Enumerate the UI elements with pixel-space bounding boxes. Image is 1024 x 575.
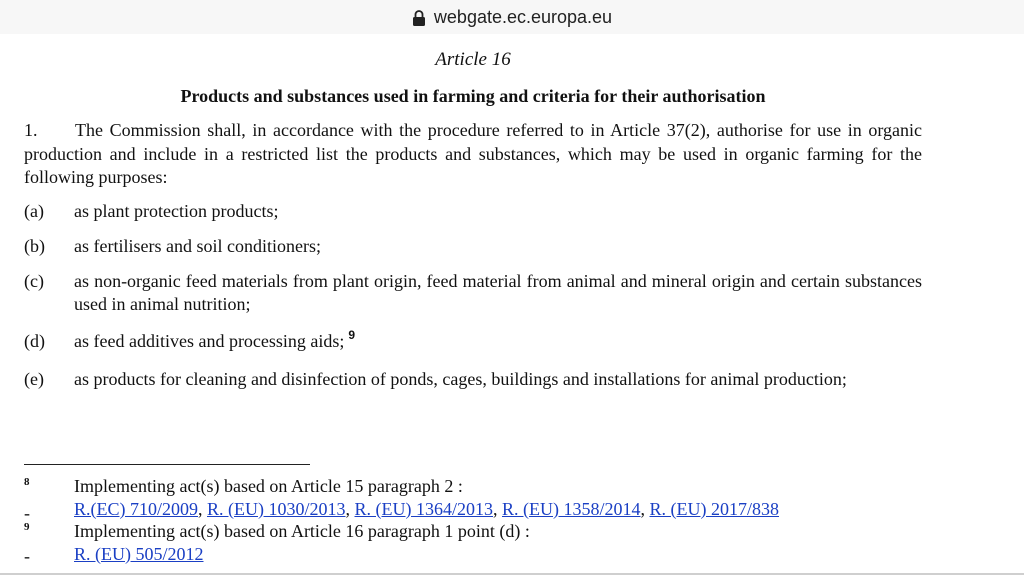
list-item-text: as non-organic feed materials from plant origin, feed material from animal and mineral origin and certain substances used in animal nutrition; [74,271,922,314]
regulation-link[interactable]: R. (EU) 505/2012 [74,544,204,564]
link-separator: , [640,499,650,519]
footnote-link-list [74,498,924,520]
article-heading: Products and substances used in farming and criteria for their authorisation [180,86,766,106]
footnote-9-links [24,543,924,565]
list-item-text: as fertilisers and soil conditioners; [74,236,321,256]
footnote-8 [24,475,924,497]
footnote-dash: - [24,503,30,523]
paragraph-number: 1. [24,120,38,140]
cut-off-text-line [0,34,1024,40]
list-item-text-wrap [74,330,922,355]
regulation-link[interactable]: R. (EU) 1358/2014 [502,499,641,519]
list-item-c [24,270,922,316]
footnote-8-links [24,498,924,523]
link-separator: , [493,499,502,519]
address-bar[interactable] [0,0,1024,34]
list-item-text: as plant protection products; [74,201,279,221]
list-item-label: (d) [24,331,45,351]
list-item-label: (c) [24,271,44,291]
link-separator: , [198,499,207,519]
footnote-text: Implementing act(s) based on Article 15 paragraph 2 : [74,476,463,496]
footnote-mark: 9 [24,521,30,533]
paragraph-1 [24,119,922,190]
list-item-label: (e) [24,369,44,389]
link-separator: , [345,499,355,519]
footnote-text: Implementing act(s) based on Article 16 paragraph 1 point (d) : [74,521,530,541]
list-item-b [24,235,922,258]
footnote-ref[interactable]: 9 [348,328,356,342]
footnote-dash: - [24,546,30,566]
lock-icon [412,10,426,26]
list-item-label: (a) [24,201,44,221]
footnote-link-list [74,543,924,565]
footnote-9 [24,520,924,542]
list-item-a [24,200,922,223]
regulation-link[interactable]: R. (EU) 2017/838 [649,499,779,519]
list-item-label: (b) [24,236,45,256]
url-text: webgate.ec.europa.eu [433,6,613,27]
article-title: Article 16 [435,49,511,70]
paragraph-text: The Commission shall, in accordance with the procedure referred to in Article 37(2), authorise for use in organic production and include in a restricted list the products and substances, which may be used in organic farming for the following purposes: [24,120,922,187]
list-item-text: as products for cleaning and disinfection of ponds, cages, buildings and installations for animal production; [74,369,847,389]
regulation-link[interactable]: R. (EU) 1030/2013 [207,499,346,519]
footnote-separator [24,464,310,465]
regulation-link[interactable]: R.(EC) 710/2009 [74,499,198,519]
footnote-mark: 8 [24,476,30,488]
list-item-d [24,330,922,355]
regulation-link[interactable]: R. (EU) 1364/2013 [354,499,493,519]
list-item-text: as feed additives and processing aids; [74,331,345,351]
list-item-e [24,368,922,391]
